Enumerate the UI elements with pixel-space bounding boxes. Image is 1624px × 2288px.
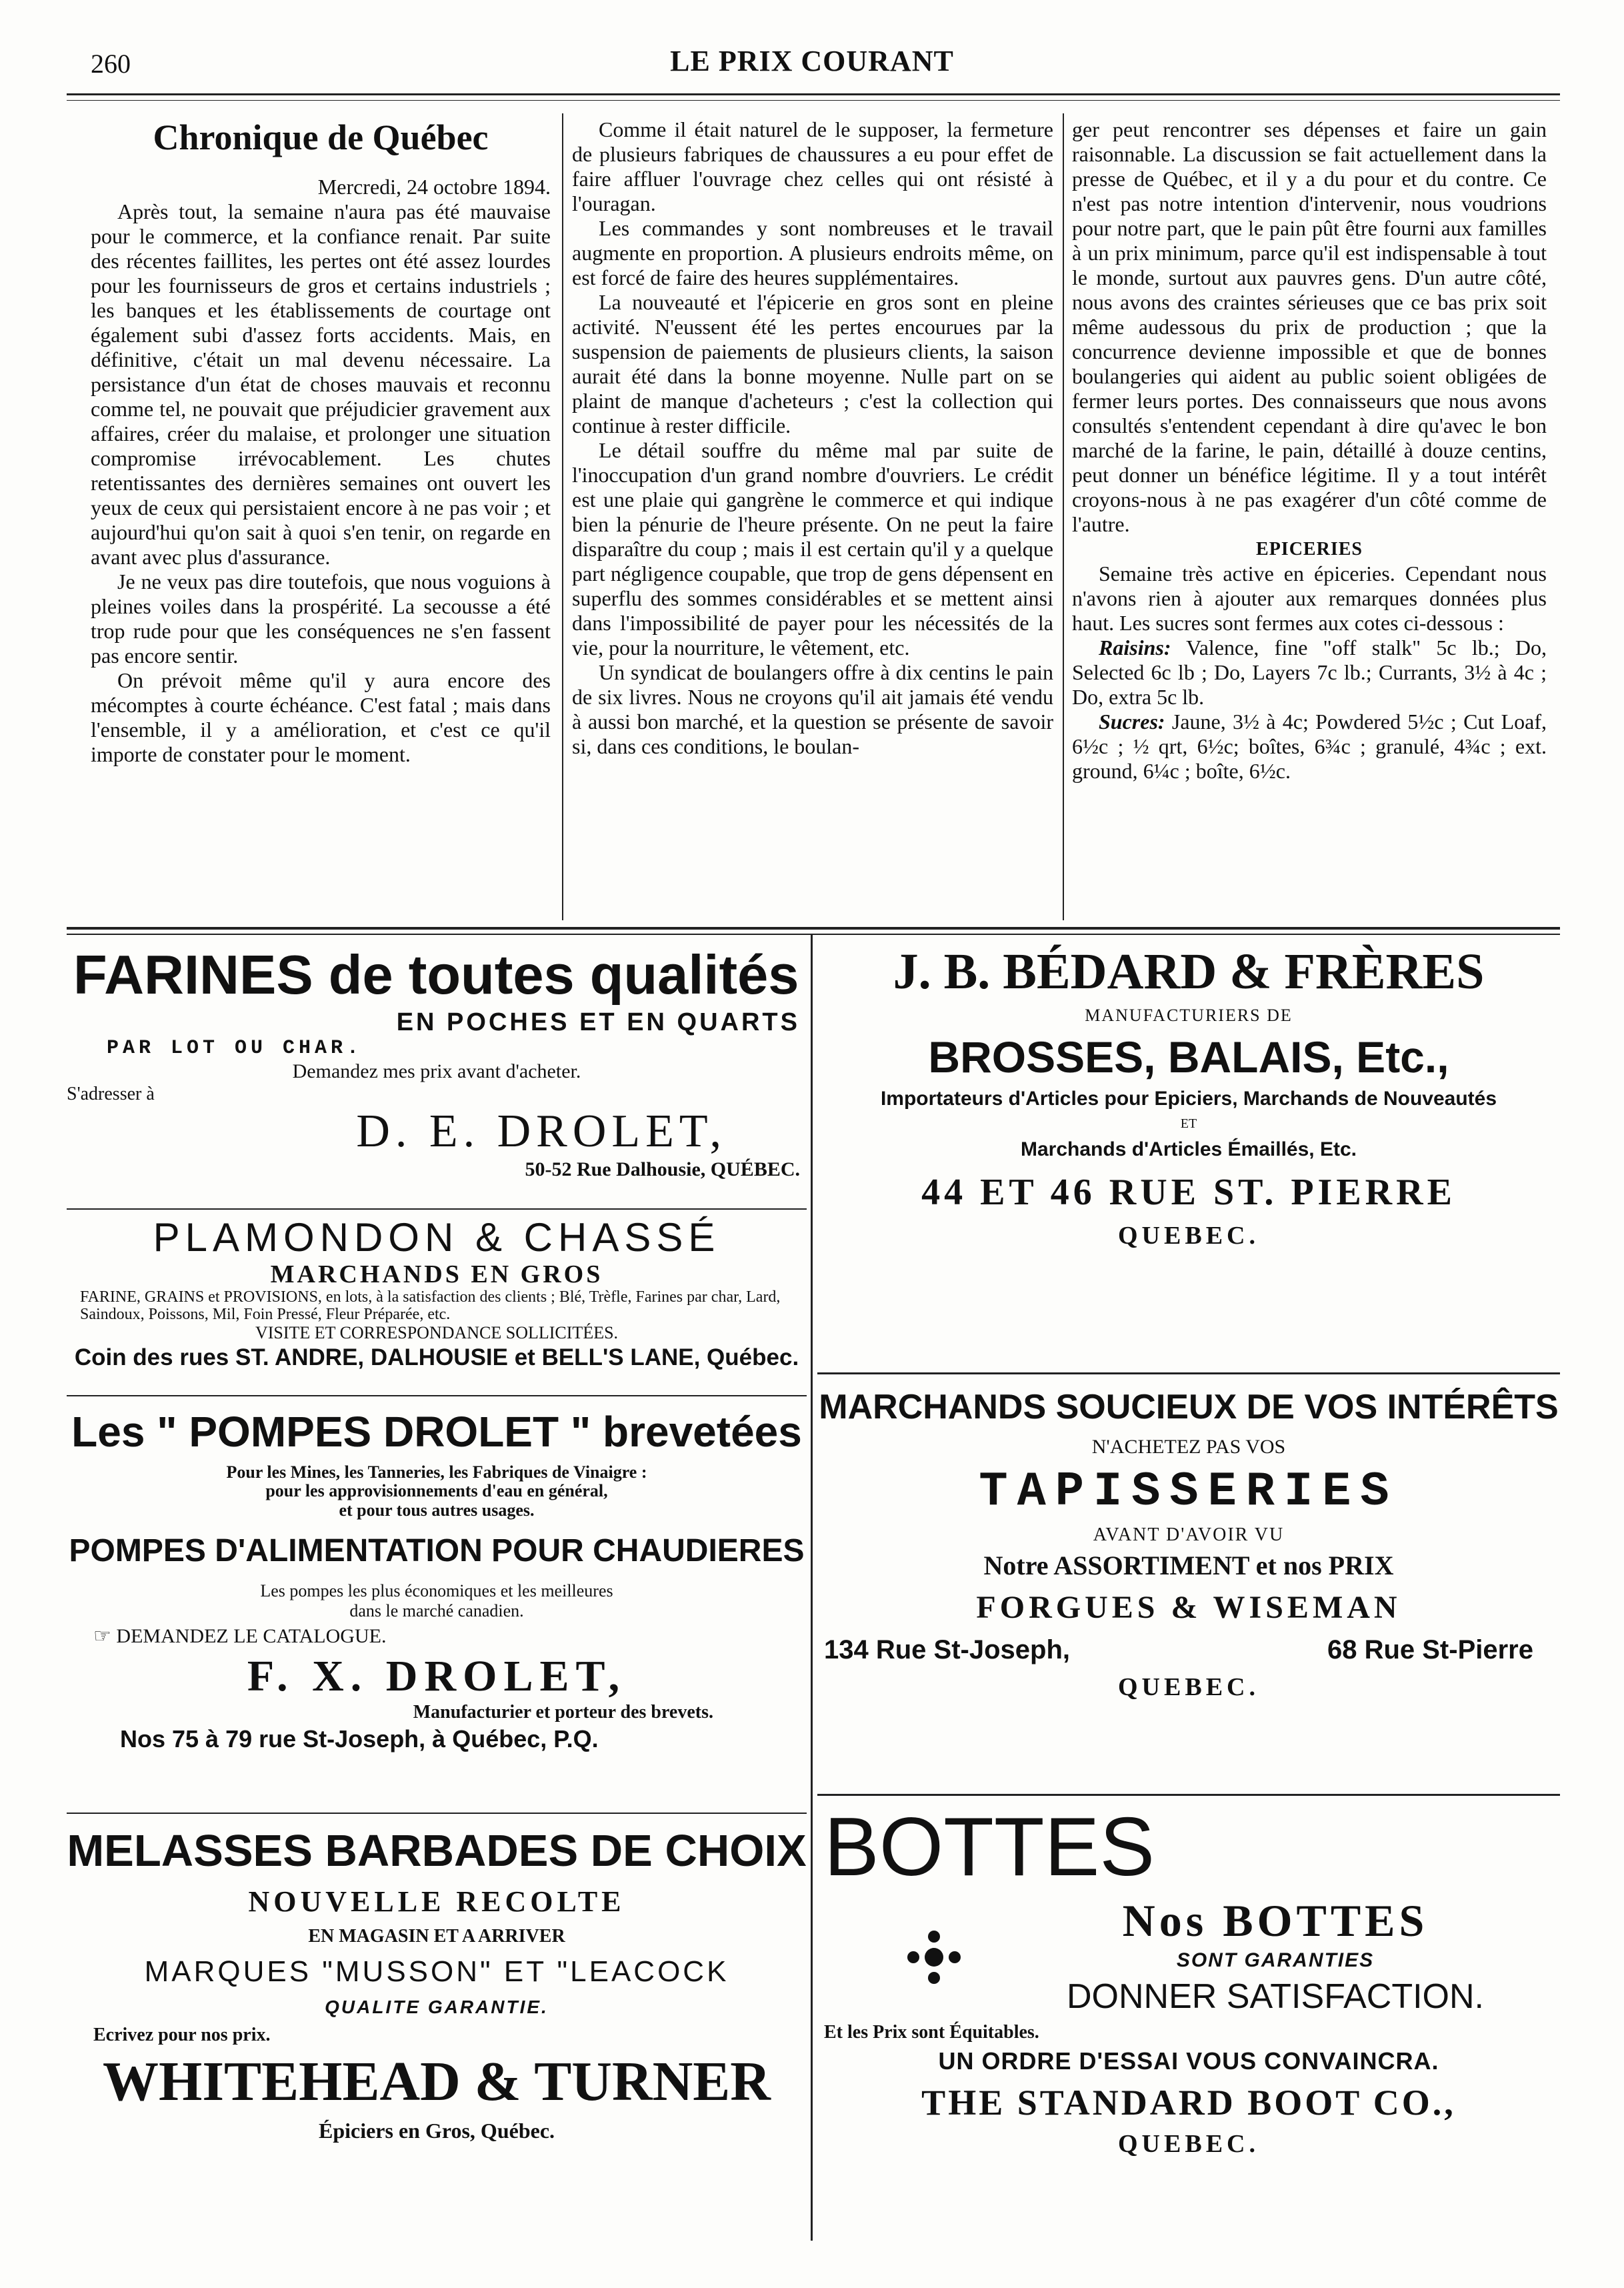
article-paragraph: Semaine très active en épiceries. Cependant nous n'avons rien à ajouter aux remarques données plus haut. Les sucres sont fermes aux cotes ci-dessous : [1072, 561, 1547, 635]
ad-line: Demandez mes prix avant d'acheter. [292, 1060, 581, 1082]
ad-address: 44 ET 46 RUE ST. PIERRE [921, 1172, 1456, 1213]
ad-city: QUEBEC. [1118, 1673, 1259, 1701]
article-paragraph: Je ne veux pas dire toutefois, que nous voguions à pleines voiles dans la prospérité. La secousse a été trop rude pour que les conséquences ne s'en fassent pas encore sentir. [91, 569, 551, 668]
ad-name: D. E. DROLET, [356, 1106, 727, 1157]
ad-headline: MARCHANDS SOUCIEUX DE VOS INTÉRÊTS [819, 1388, 1559, 1426]
ad-name: PLAMONDON & CHASSÉ [153, 1215, 721, 1260]
ads-column-divider [811, 934, 813, 2241]
ad-line: pour les approvisionnements d'eau en général, [265, 1482, 608, 1500]
ad-city: QUEBEC. [1118, 2130, 1259, 2158]
ad-line: UN ORDRE D'ESSAI VOUS CONVAINCRA. [938, 2047, 1439, 2075]
ad-name: WHITEHEAD & TURNER [103, 2051, 771, 2113]
ads-top-rule [67, 927, 1560, 930]
header-rule-thin [67, 100, 1560, 101]
article-paragraph: Le détail souffre du même mal par suite de l'inoccupation d'un grand nombre d'ouvriers. Le crédit est une plaie qui gangrène le commerce et qui indique bien la pénurie de l'heure présente. On ne peut la faire disparaître du coup ; mais il est certain qu'il y a quelque part négligence coupable, que trop de gens dépensent en superflu des sommes considérables et se mettent ainsi dans l'impossibilité de payer pour les nécessités de la vie, pour la nourriture, le vêtement, etc. [572, 438, 1053, 660]
article-column-2 [572, 117, 1053, 918]
article-paragraph: Après tout, la semaine n'aura pas été mauvaise pour le commerce, et la confiance renait. Par suite des récentes faillites, les pertes ont été assez lourdes pour les fournisseurs de gros et certains industriels ; les banques et les établissements de courtage ont également subi d'assez forts accidents. Mais, en définitive, c'était un mal devenu nécessaire. La persistance d'un état de choses mauvais et reconnu comme tel, ne pouvait que préjudicier gravement aux affaires, créer du malaise, et prolonger une situation compromise irrévocablement. Les chutes retentissantes des dernières semaines ont ouvert les yeux de ceux qui persistaient encore à ne pas voir ; et aujourd'hui qu'on sait à quoi s'en tenir, on regarde en avant avec plus d'assurance. [91, 199, 551, 569]
ad-melasses [67, 1821, 807, 2247]
column-divider [562, 113, 563, 920]
ad-headline: MELASSES BARBADES DE CHOIX [67, 1826, 807, 1876]
ad-separator [817, 1794, 1560, 1796]
ad-separator [67, 1813, 807, 1814]
article-column-1 [91, 117, 551, 918]
ad-headline: Les " POMPES DROLET " brevetées [71, 1408, 802, 1456]
ad-line: Manufacturier et porteur des brevets. [413, 1702, 713, 1723]
ad-city: QUEBEC. [1118, 1222, 1259, 1250]
ad-line: MARQUES "MUSSON" ET "LEACOCK [144, 1955, 729, 1988]
ad-name: J. B. BÉDARD & FRÈRES [893, 944, 1485, 1000]
price-text: Jaune, 3½ à 4c; Powdered 5½c ; Cut Loaf, 6½c ; ½ qrt, 6½c; boîtes, 6¾c ; granulé, 4¾c ; ext. ground, 6¼c ; boîte, 6½c. [1072, 710, 1547, 783]
ad-forgues-wiseman [817, 1380, 1560, 1794]
ad-headline: BROSSES, BALAIS, Etc., [928, 1032, 1449, 1082]
ad-drolet-farines [67, 942, 807, 1208]
ad-plamondon [67, 1215, 807, 1395]
ad-line: PAR LOT OU CHAR. [107, 1037, 363, 1060]
ad-pompes-drolet [67, 1400, 807, 1814]
ad-separator [817, 1372, 1560, 1374]
ad-separator [67, 1208, 807, 1210]
newspaper-title: LE PRIX COURANT [670, 45, 954, 77]
ad-body [817, 1894, 1560, 2021]
ad-line: Nos BOTTES [1122, 1895, 1429, 1946]
article-date: Mercredi, 24 octobre 1894. [317, 175, 551, 199]
price-text: Valence, fine "off stalk" 5c lb.; Do, Selected 6c lb ; Do, Layers 7c lb.; Currants, 3½ à 4c ; Do, extra 5c lb. [1072, 636, 1547, 709]
ad-line: ET [1180, 1116, 1197, 1131]
ad-headline: BOTTES [824, 1801, 1155, 1893]
ad-separator [67, 1395, 807, 1396]
column-divider [1063, 113, 1064, 920]
ad-line: Pour les Mines, les Tanneries, les Fabriques de Vinaigre : [226, 1463, 647, 1482]
ad-line: Ecrivez pour nos prix. [93, 2025, 271, 2045]
ad-line: MARCHANDS EN GROS [270, 1260, 603, 1288]
ad-line: FARINE, GRAINS et PROVISIONS, en lots, à la satisfaction des clients ; Blé, Trèfle, Farines par char, Lard, Saindoux, Poissons, Mil, Foin Pressé, Fleur Préparée, etc. [80, 1288, 781, 1323]
ad-headline: TAPISSERIES [979, 1464, 1399, 1519]
article-paragraph: On prévoit même qu'il y aura encore des mécomptes à courte échéance. C'est fatal ; mais dans l'ensemble, il y a amélioration, et c'est ce qu'il importe de constater pour le moment. [91, 668, 551, 766]
section-heading: EPICERIES [1256, 539, 1363, 559]
price-list-raisins [1072, 636, 1547, 710]
article-paragraph: La nouveauté et l'épicerie en gros sont en pleine activité. N'eussent été les pertes encourues par la suspension de paiements de plusieurs clients, la saison aurait été dans la bonne moyenne. Nulle part on se plaint de manque d'acheteurs ; c'est la collection qui continue à rester difficile. [572, 290, 1053, 437]
article-paragraph: Comme il était naturel de le supposer, la fermeture de plusieurs fabriques de chaussures a eu pour effet de faire affluer l'ouvrage chez celles qui ont résisté à l'ouragan. [572, 117, 1053, 215]
price-label: Sucres: [1099, 710, 1165, 734]
ad-line: Épiciers en Gros, Québec. [318, 2119, 555, 2143]
ads-top-rule-thin [67, 934, 1560, 935]
ad-line: Importateurs d'Articles pour Epiciers, Marchands de Nouveautés [880, 1088, 1497, 1110]
ad-line: QUALITE GARANTIE. [325, 1997, 549, 2017]
ad-line: Les pompes les plus économiques et les meilleures [260, 1582, 613, 1600]
ad-line: SONT GARANTIES [1176, 1949, 1375, 1971]
ad-line-text: DEMANDEZ LE CATALOGUE. [116, 1625, 387, 1647]
ad-name: F. X. DROLET, [247, 1652, 627, 1700]
ad-line: Coin des rues ST. ANDRE, DALHOUSIE et BELL'S LANE, Québec. [74, 1344, 799, 1370]
ad-line: NOUVELLE RECOLTE [248, 1885, 625, 1918]
ad-line: VISITE ET CORRESPONDANCE SOLLICITÉES. [255, 1323, 619, 1342]
ad-line: dans le marché canadien. [349, 1601, 524, 1620]
ad-line: et pour tous autres usages. [339, 1500, 535, 1520]
ad-name: FORGUES & WISEMAN [976, 1590, 1401, 1625]
ornament-icon [904, 1927, 964, 1991]
article-paragraph: ger peut rencontrer ses dépenses et faire un gain raisonnable. La discussion se fait actuellement dans la presse de Québec, et il y a du pour et du contre. Ce n'est pas notre intention d'intervenir, nous voudrions pour notre part, que le pain pût être fourni aux familles à un prix minimum, parce qu'il est indispensable à tout le monde, surtout aux pauvres gens. D'un autre côté, nous avons des craintes sérieuses que ce bas prix soit même audessous du prix de production ; que la concurrence devienne impossible et que de bonnes boulangeries qui aident au public soient obligées de fermer leurs portes. Des connaisseurs que nous avons consultés s'entendent cependant à dire qu'avec le bon marché de la farine, le pain, détaillé à douze centins, peut donner un bénéfice légitime. Il y a tout intérêt croyons-nous à ne pas exagérer d'un côté comme de l'autre. [1072, 117, 1547, 536]
ad-address: Nos 75 à 79 rue St-Joseph, à Québec, P.Q. [120, 1725, 599, 1753]
ad-line [67, 1622, 807, 1651]
article-title: Chronique de Québec [153, 117, 489, 157]
ad-line: AVANT D'AVOIR VU [1093, 1524, 1285, 1545]
ad-address: 68 Rue St-Pierre [1327, 1635, 1533, 1664]
ad-line: EN POCHES ET EN QUARTS [396, 1008, 800, 1036]
ad-headline: FARINES de toutes qualités [73, 944, 799, 1006]
ad-line: Marchands d'Articles Émaillés, Etc. [1021, 1138, 1357, 1160]
price-label: Raisins: [1099, 636, 1171, 660]
ad-address-row [817, 1631, 1560, 1668]
pointing-hand-icon: ☞ [93, 1625, 117, 1647]
ad-line: N'ACHETEZ PAS VOS [1091, 1436, 1286, 1458]
article-paragraph: Un syndicat de boulangers offre à dix centins le pain de six livres. Nous ne croyons qu'il ait jamais été vendu à aussi bon marché, et la question se présente de savoir si, dans ces conditions, le boulan- [572, 660, 1053, 758]
header-rule [67, 93, 1560, 95]
article-paragraph: Les commandes y sont nombreuses et le travail augmente en proportion. A plusieurs endroits même, on est forcé de faire des heures supplémentaires. [572, 216, 1053, 289]
page-number: 260 [91, 49, 131, 79]
ad-name: THE STANDARD BOOT CO., [921, 2083, 1456, 2123]
ad-address: 50-52 Rue Dalhousie, QUÉBEC. [525, 1158, 800, 1180]
ad-headline: POMPES D'ALIMENTATION POUR CHAUDIERES [69, 1533, 805, 1568]
ad-line: Et les Prix sont Équitables. [824, 2022, 1039, 2043]
price-list-sucres [1072, 710, 1547, 784]
ad-line: S'adresser à [67, 1084, 155, 1104]
ad-line: DONNER SATISFACTION. [1067, 1977, 1484, 2016]
ad-line: EN MAGASIN ET A ARRIVER [308, 1926, 565, 1947]
ad-line: Notre ASSORTIMENT et nos PRIX [983, 1550, 1394, 1580]
ad-standard-boot [817, 1801, 1560, 2247]
ad-line: MANUFACTURIERS DE [1085, 1006, 1293, 1025]
ad-bedard [817, 942, 1560, 1368]
article-column-3 [1072, 117, 1547, 918]
ad-address: 134 Rue St-Joseph, [824, 1635, 1071, 1664]
